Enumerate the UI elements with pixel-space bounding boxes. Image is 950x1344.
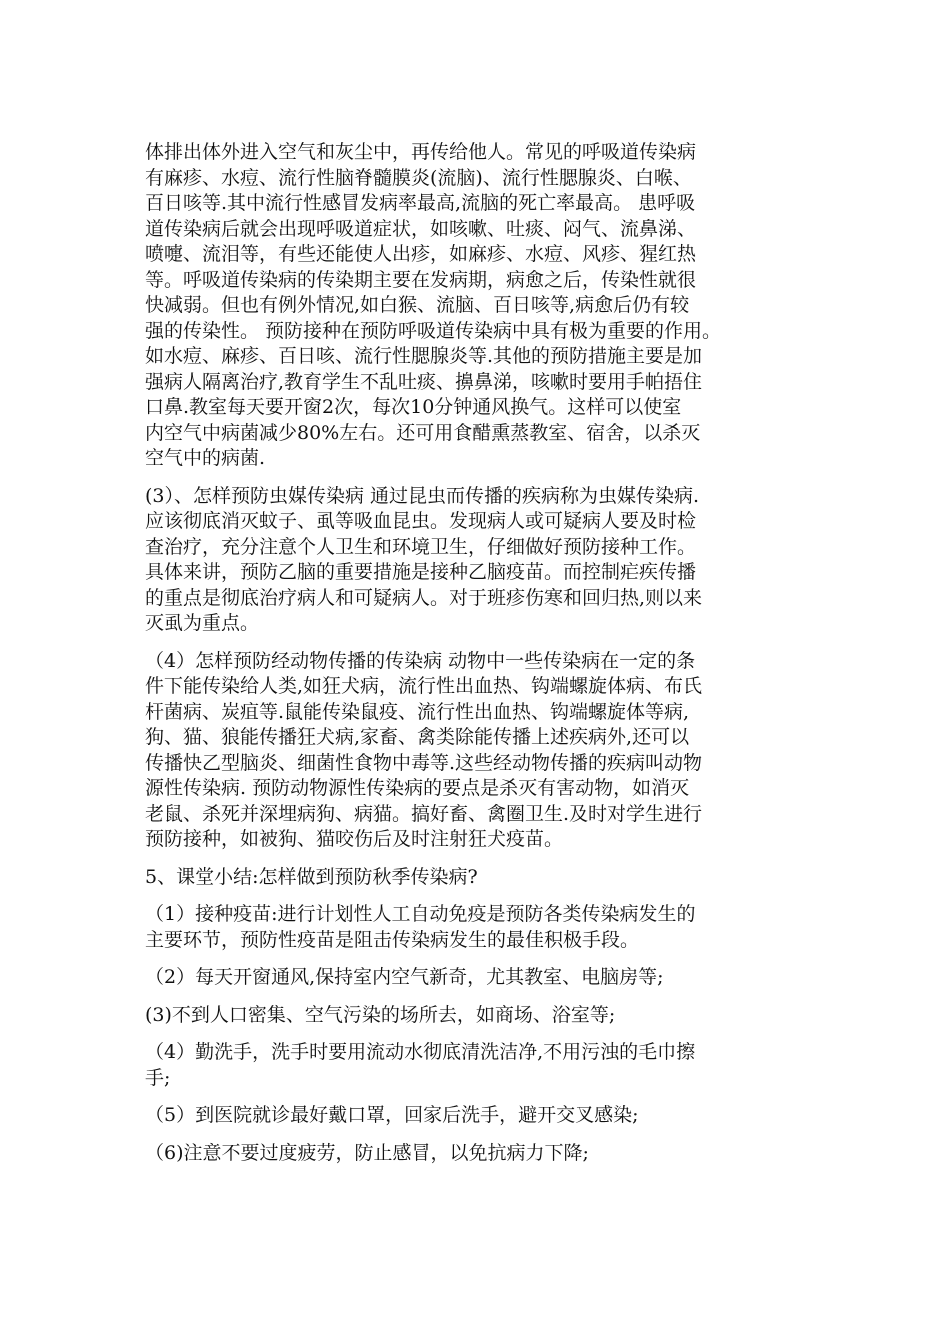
paragraph-insect-borne-diseases: (3）、怎样预防虫媒传染病 通过昆虫而传播的疾病称为虫媒传染病. 应该彻底消灭蚊子、虱等吸血昆虫。发现病人或可疑病人要及时检 查治疗，充分注意个人卫生和环境卫生，仔细做好预防接种工作。 具体来讲，预防乙脑的重要措施是接种乙脑疫苗。而控制疟疾传播 的重点是彻底治疗病人和可疑病人。对于班疹伤寒和回归热,则以来 灭虱为重点。: [145, 484, 703, 634]
paragraph-animal-borne-diseases: （4）怎样预防经动物传播的传染病 动物中一些传染病在一定的条 件下能传染给人类,如狂犬病，流行性出血热、钩端螺旋体病、布氏 杆菌病、炭疽等.鼠能传染鼠疫、流行性出血热、钩端螺旋体等病, 狗、猫、狼能传播狂犬病,家畜、禽类除能传播上述疾病外,还可以 传播快乙型脑炎、细菌性食物中毒等.这些经动物传播的疾病叫动物 源性传染病. 预防动物源性传染病的要点是杀灭有害动物，如消灭 老鼠、杀死并深埋病狗、病猫。搞好畜、禽圈卫生.及时对学生进行 预防接种，如被狗、猫咬伤后及时注射狂犬疫苗。: [145, 649, 703, 850]
section-heading-summary: 5、课堂小结:怎样做到预防秋季传染病?: [145, 865, 478, 888]
summary-item-4: （4）勤洗手，洗手时要用流动水彻底清洗洁净,不用污浊的毛巾擦 手;: [145, 1041, 696, 1089]
summary-item-6: （6)注意不要过度疲劳，防止感冒，以免抗病力下降;: [145, 1141, 589, 1164]
summary-item-1: （1）接种疫苗:进行计划性人工自动免疫是预防各类传染病发生的 主要环节，预防性疫苗是阻击传染病发生的最佳积极手段。: [145, 903, 696, 951]
document-page: [145, 140, 813, 1178]
summary-item-2: （2）每天开窗通风,保持室内空气新奇，尤其教室、电脑房等;: [145, 966, 664, 988]
summary-item-5: （5）到医院就诊最好戴口罩，回家后洗手，避开交叉感染;: [145, 1104, 639, 1126]
summary-item-3: (3)不到人口密集、空气污染的场所去，如商场、浴室等;: [145, 1003, 616, 1026]
paragraph-respiratory-diseases: 体排出体外进入空气和灰尘中，再传给他人。常见的呼吸道传染病 有麻疹、水痘、流行性脑脊髓膜炎(流脑)、流行性腮腺炎、白喉、 百日咳等.其中流行性感冒发病率最高,流脑的死亡率最高。 患呼吸 道传染病后就会出现呼吸道症状，如咳嗽、吐痰、闷气、流鼻涕、 喷嚏、流泪等，有些还能使人出疹，如麻疹、水痘、风疹、猩红热 等。呼吸道传染病的传染期主要在发病期，病愈之后，传染性就很 快减弱。但也有例外情况,如白猴、流脑、百日咳等,病愈后仍有较 强的传染性。 预防接种在预防呼吸道传染病中具有极为重要的作用。 如水痘、麻疹、百日咳、流行性腮腺炎等.其他的预防措施主要是加 强病人隔离治疗,教育学生不乱吐痰、擤鼻涕，咳嗽时要用手帕捂住 口鼻.教室每天要开窗2次，每次10分钟通风换气。这样可以使室 内空气中病菌减少80%左右。还可用食醋熏蒸教室、宿舍，以杀灭 空气中的病菌.: [145, 141, 722, 469]
